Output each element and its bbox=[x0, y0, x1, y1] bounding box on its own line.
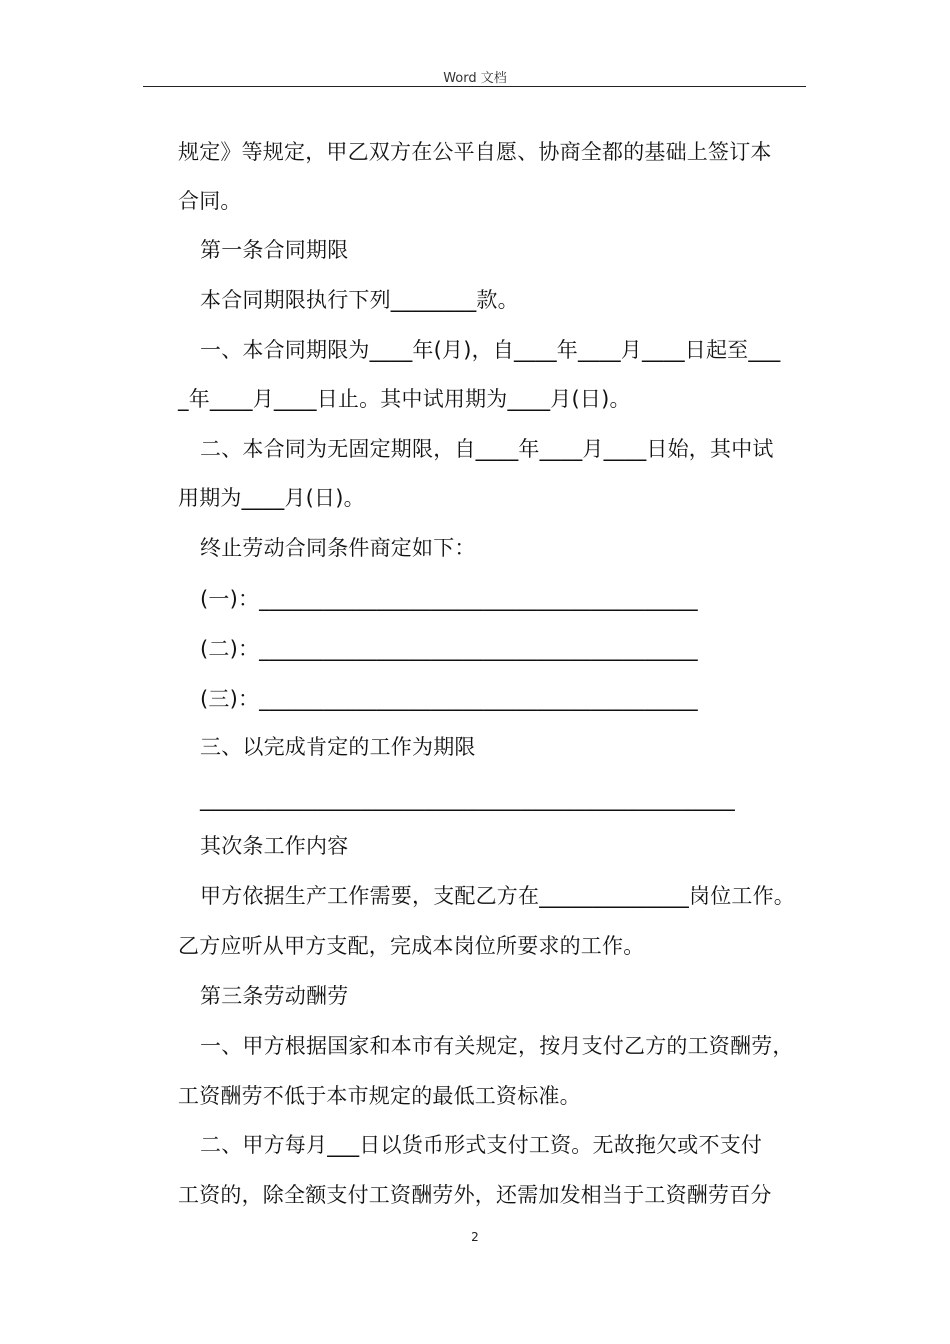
blank-line: __________________________________________________ bbox=[200, 787, 735, 811]
condition-line: (二)：_________________________________________ bbox=[200, 637, 698, 661]
section-heading: 第一条合同期限 bbox=[200, 238, 349, 262]
paragraph-line: 本合同期限执行下列________款。 bbox=[200, 288, 519, 312]
section-heading: 其次条工作内容 bbox=[200, 834, 349, 858]
paragraph-line: 二、本合同为无固定期限，自____年____月____日始，其中试 bbox=[200, 437, 774, 461]
paragraph-line: 乙方应听从甲方支配，完成本岗位所要求的工作。 bbox=[178, 934, 645, 958]
paragraph-line: 一、甲方根据国家和本市有关规定，按月支付乙方的工资酬劳， bbox=[200, 1034, 794, 1058]
section-heading: 第三条劳动酬劳 bbox=[200, 984, 349, 1008]
condition-line: (三)：_________________________________________ bbox=[200, 687, 698, 711]
paragraph-line: 工资的，除全额支付工资酬劳外，还需加发相当于工资酬劳百分 bbox=[178, 1183, 772, 1207]
header-divider bbox=[143, 86, 806, 87]
header-title: Word 文档 bbox=[443, 71, 507, 86]
condition-line: (一)：_________________________________________ bbox=[200, 587, 698, 611]
paragraph-line: 二、甲方每月___日以货币形式支付工资。无故拖欠或不支付 bbox=[200, 1133, 763, 1157]
paragraph-line: 三、以完成肯定的工作为期限 bbox=[200, 735, 476, 759]
paragraph-line: 合同。 bbox=[178, 189, 242, 213]
paragraph-line: _年____月____日止。其中试用期为____月(日)。 bbox=[178, 387, 631, 411]
paragraph-line: 甲方依据生产工作需要，支配乙方在______________岗位工作。 bbox=[200, 884, 795, 908]
paragraph-line: 终止劳动合同条件商定如下： bbox=[200, 536, 476, 560]
paragraph-line: 一、本合同期限为____年(月)，自____年____月____日起至___ bbox=[200, 338, 781, 362]
paragraph-line: 用期为____月(日)。 bbox=[178, 486, 365, 510]
paragraph-line: 工资酬劳不低于本市规定的最低工资标准。 bbox=[178, 1084, 581, 1108]
page-number: 2 bbox=[471, 1230, 479, 1244]
paragraph-line: 规定》等规定，甲乙双方在公平自愿、协商全都的基础上签订本 bbox=[178, 140, 772, 164]
